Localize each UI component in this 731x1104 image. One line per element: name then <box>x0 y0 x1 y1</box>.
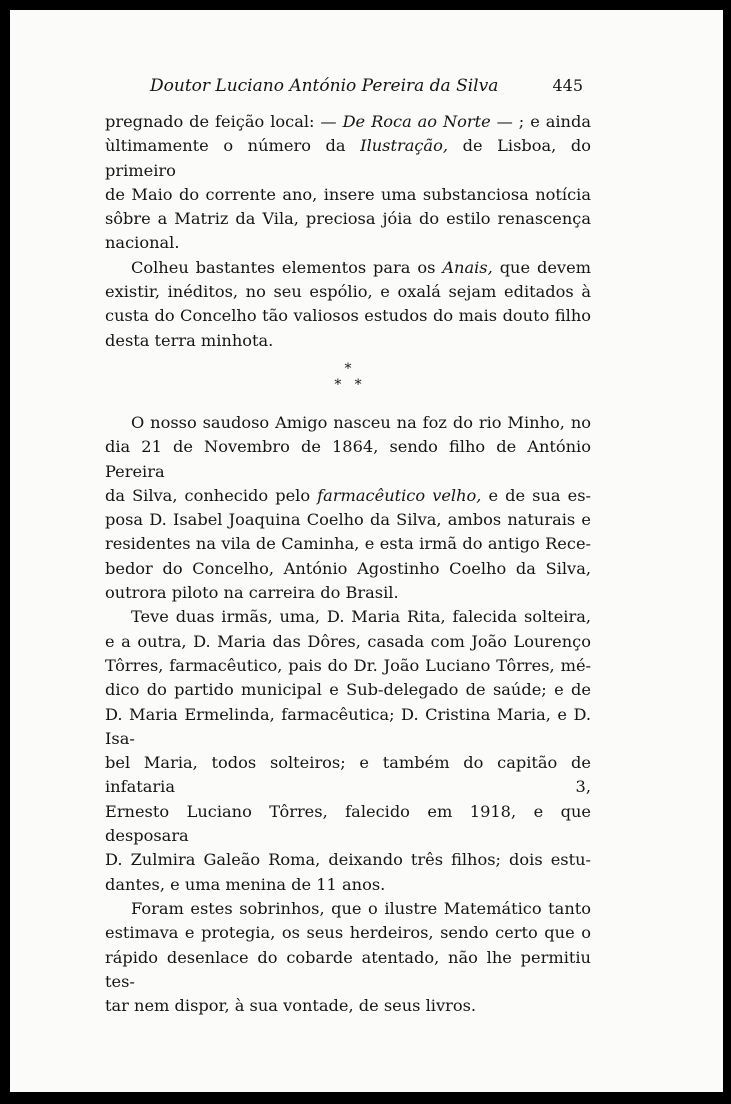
text-line: bel Maria, todos solteiros; e também do capitão de infataria 3, <box>105 753 591 797</box>
text-line: e a outra, D. Maria das Dôres, casada com João Lourenço <box>105 631 591 651</box>
text-line: existir, inéditos, no seu espólio, e oxalá sejam editados à <box>105 282 591 302</box>
text-line: dia 21 de Novembro de 1864, sendo filho de António Pereira <box>105 437 591 481</box>
paragraph-1 <box>105 110 591 256</box>
text-line: bedor do Concelho, António Agostinho Coelho da Silva, <box>105 558 591 578</box>
text-line: residentes na vila de Caminha, e esta irmã do antigo Rece- <box>105 534 591 554</box>
paragraph-5 <box>105 897 591 1018</box>
asterism-bottom: * * <box>334 376 362 393</box>
running-title: Doutor Luciano António Pereira da Silva <box>150 76 499 96</box>
page-number: 445 <box>552 76 583 95</box>
text-line: outrora piloto na carreira do Brasil. <box>105 583 399 603</box>
text-line: Colheu bastantes elementos para os Anais, que devem <box>131 257 591 277</box>
text-line: D. Zulmira Galeão Roma, deixando três filhos; dois estu- <box>105 850 591 870</box>
section-separator <box>105 361 591 393</box>
text-line: estimava e protegia, os seus herdeiros, sendo certo que o <box>105 923 591 943</box>
page-content <box>105 76 591 1018</box>
text-line: Tôrres, farmacêutico, pais do Dr. João Luciano Tôrres, mé- <box>105 655 591 675</box>
text-line: sôbre a Matriz da Vila, preciosa jóia do estilo renascença <box>105 209 591 229</box>
paragraph-4 <box>105 605 591 897</box>
text-line: dantes, e uma menina de 11 anos. <box>105 874 386 894</box>
text-line: Teve duas irmãs, uma, D. Maria Rita, falecida solteira, <box>131 607 591 627</box>
text-line: tar nem dispor, à sua vontade, de seus livros. <box>105 996 477 1016</box>
text-line: da Silva, conhecido pelo farmacêutico velho, e de sua es- <box>105 485 591 505</box>
text-line: desta terra minhota. <box>105 330 274 350</box>
text-line: pregnado de feição local: — De Roca ao Norte — ; e ainda <box>105 112 591 131</box>
asterism-top: * <box>344 360 352 377</box>
text-line: D. Maria Ermelinda, farmacêutica; D. Cristina Maria, e D. Isa- <box>105 704 591 748</box>
text-line: O nosso saudoso Amigo nasceu na foz do rio Minho, no <box>131 412 591 432</box>
text-line: Ernesto Luciano Tôrres, falecido em 1918, e que desposara <box>105 801 591 846</box>
running-header <box>105 76 591 96</box>
text-line: nacional. <box>105 233 180 253</box>
text-line: posa D. Isabel Joaquina Coelho da Silva, ambos naturais e <box>105 510 591 530</box>
paragraph-2 <box>105 256 591 353</box>
text-line: Foram estes sobrinhos, que o ilustre Matemático tanto <box>131 898 591 918</box>
book-page <box>10 10 723 1092</box>
text-line: de Maio do corrente ano, insere uma substanciosa notícia <box>105 184 591 204</box>
text-line: custa do Concelho tão valiosos estudos do mais douto filho <box>105 306 591 326</box>
text-line: ùltimamente o número da Ilustração, de Lisboa, do primeiro <box>105 136 591 180</box>
paragraph-3 <box>105 411 591 605</box>
text-line: rápido desenlace do cobarde atentado, não lhe permitiu tes- <box>105 947 591 991</box>
text-line: dico do partido municipal e Sub-delegado de saúde; e de <box>105 680 591 700</box>
